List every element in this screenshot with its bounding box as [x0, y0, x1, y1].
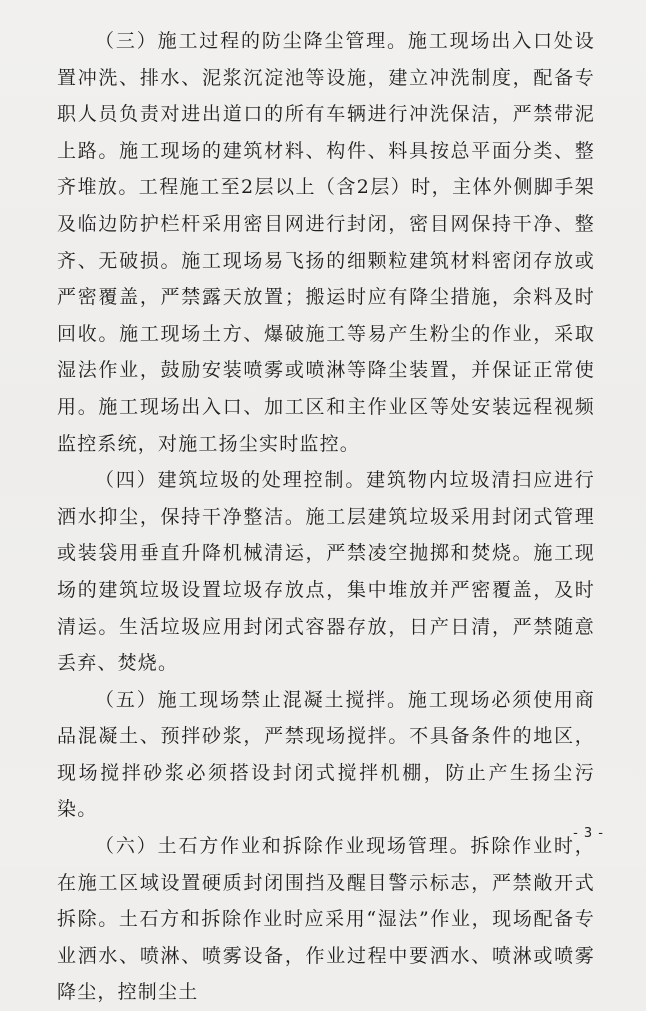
- paragraph-concrete-mixing-ban: （五）施工现场禁止混凝土搅拌。施工现场必须使用商品混凝土、预拌砂浆，严禁现场搅拌。不具备条件的地区，现场搅拌砂浆必须搭设封闭式搅拌机棚，防止产生扬尘污染。: [57, 688, 595, 821]
- paragraph-earthwork-demolition: （六）土石方作业和拆除作业现场管理。拆除作业时，在施工区域设置硬质封闭围挡及醒目警示标志，严禁敞开式拆除。土石方和拆除作业时应采用“湿法”作业，现场配备专业洒水、喷淋、喷雾设备，作业过程中要洒水、喷淋或喷雾降尘，控制尘土: [57, 835, 595, 1004]
- page-number: - 3 -: [573, 826, 604, 841]
- paragraph-construction-waste: （四）建筑垃圾的处理控制。建筑物内垃圾清扫应进行洒水抑尘，保持干净整洁。施工层建筑垃圾采用封闭式管理或装袋用垂直升降机械清运，严禁凌空抛掷和焚烧。施工现场的建筑垃圾设置垃圾存放点，集中堆放并严密覆盖，及时清运。生活垃圾应用封闭式容器存放，日产日清，严禁随意丢弃、焚烧。: [57, 469, 595, 675]
- paragraph-dust-control: （三）施工过程的防尘降尘管理。施工现场出入口处设置冲洗、排水、泥浆沉淀池等设施，建立冲洗制度，配备专职人员负责对进出道口的所有车辆进行冲洗保洁，严禁带泥上路。施工现场的建筑材料、构件、料具按总平面分类、整齐堆放。工程施工至2层以上（含2层）时，主体外侧脚手架及临边防护栏杆采用密目网进行封闭，密目网保持干净、整齐、无破损。施工现场易飞扬的细颗粒建筑材料密闭存放或严密覆盖，严禁露天放置；搬运时应有降尘措施，余料及时回收。施工现场土方、爆破施工等易产生粉尘的作业，采取湿法作业，鼓励安装喷雾或喷淋等降尘装置，并保证正常使用。施工现场出入口、加工区和主作业区等处安装远程视频监控系统，对施工扬尘实时监控。: [57, 30, 595, 455]
- document-body: [57, 23, 595, 1011]
